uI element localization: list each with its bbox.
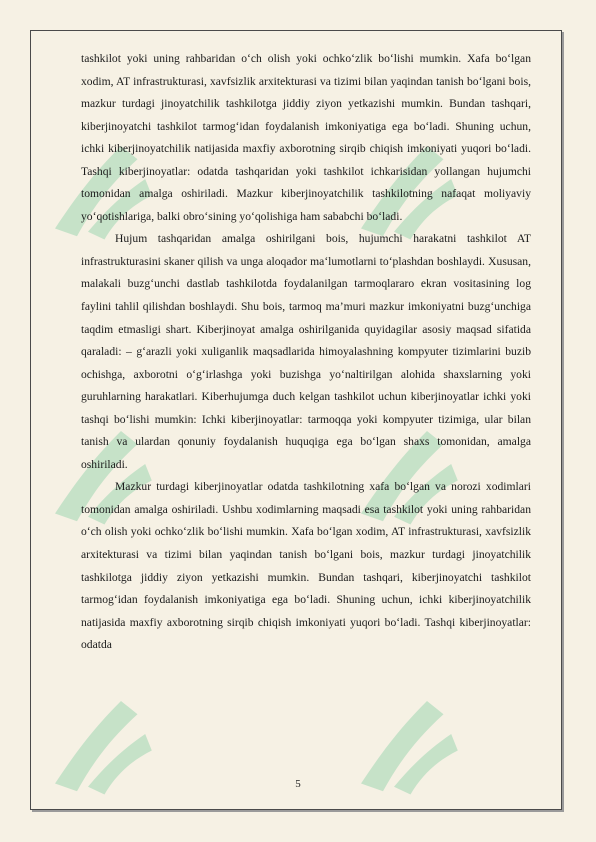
paragraph: Mazkur turdagi kiberjinoyatlar odatda tashkilotning xafa bo‘lgan va norozi xodimlari tomonidan amalga oshiriladi. Ushbu xodimlarning maqsadi esa tashkilot yoki uning rahbaridan o‘ch olish yoki ochko‘zlik bo‘lishi mumkin. Xafa bo‘lgan xodim, AT infrastrukturasi, xavfsizlik arxitekturasi va tizimi bilan yaqindan tanish bo‘lgani bois, mazkur turdagi jinoyatchilik tashkilotga jiddiy ziyon yetkazishi mumkin. Bundan tashqari, kiberjinoyatchi tashkilot tarmog‘idan foydalanish imkoniyatiga ega bo‘ladi. Shuning uchun, ichki kiberjinoyatchilik natijasida maxfiy axborotning sirqib chiqish imkoniyati yuqori bo‘ladi. Tashqi kiberjinoyatlar: odatda [81, 480, 531, 652]
paragraph: tashkilot yoki uning rahbaridan o‘ch olish yoki ochko‘zlik bo‘lishi mumkin. Xafa bo‘lgan xodim, AT infrastrukturasi, xavfsizlik arxitekturasi va tizimi bilan yaqindan tanish bo‘lgani bois, mazkur turdagi jinoyatchilik tashkilotga jiddiy ziyon yetkazishi mumkin. Bundan tashqari, kiberjinoyatchi tashkilot tarmog‘idan foydalanish imkoniyatiga ega bo‘ladi. Shuning uchun, ichki kiberjinoyatchilik natijasida maxfiy axborotning sirqib chiqish imkoniyati yuqori bo‘ladi. Tashqi kiberjinoyatlar: odatda tashqaridan yoki tashkilot ichkarisidan yollangan hujumchi tomonidan amalga oshiriladi. Mazkur kiberjinoyatchilik tashkilotning nafaqat moliyaviy yo‘qotishlariga, balki obro‘sining yo‘qolishiga ham sababchi bo‘ladi. [81, 52, 531, 223]
page-number: 5 [295, 778, 301, 790]
paragraph: Hujum tashqaridan amalga oshirilgani bois, hujumchi harakatni tashkilot AT infrastrukturasini skaner qilish va unga aloqador ma‘lumotlarni to‘plashdan boshlaydi. Xususan, malakali buzg‘unchi dastlab tashkilotda foydalanilgan tarmoqlararo ekran vositasining log faylini tahlil qilishdan boshlaydi. Shu bois, tarmoq ma’muri mazkur imkoniyatni buzg‘unchiga taqdim etmasligi shart. Kiberjinoyat amalga oshirilganida quyidagilar asosiy maqsad sifatida qaraladi: – g‘arazli yoki xuliganlik maqsadlarida himoyalashning kompyuter tizimlarini buzib ochishga, axborotni o‘g‘irlashga yoki buzishga yo‘naltirilgan alohida shaxslarning yoki guruhlarning harakatlari. Kiberhujumga duch kelgan tashkilot uchun kiberjinoyatlar ichki yoki tashqi bo‘lishi mumkin: Ichki kiberjinoyatlar: tarmoqqa yoki kompyuter tizimiga, ular bilan tanish va ulardan qonuniy foydalanish huquqiga ega bo‘lgan shaxs tomonidan, amalga oshiriladi. [81, 232, 531, 471]
document-body [81, 48, 531, 657]
